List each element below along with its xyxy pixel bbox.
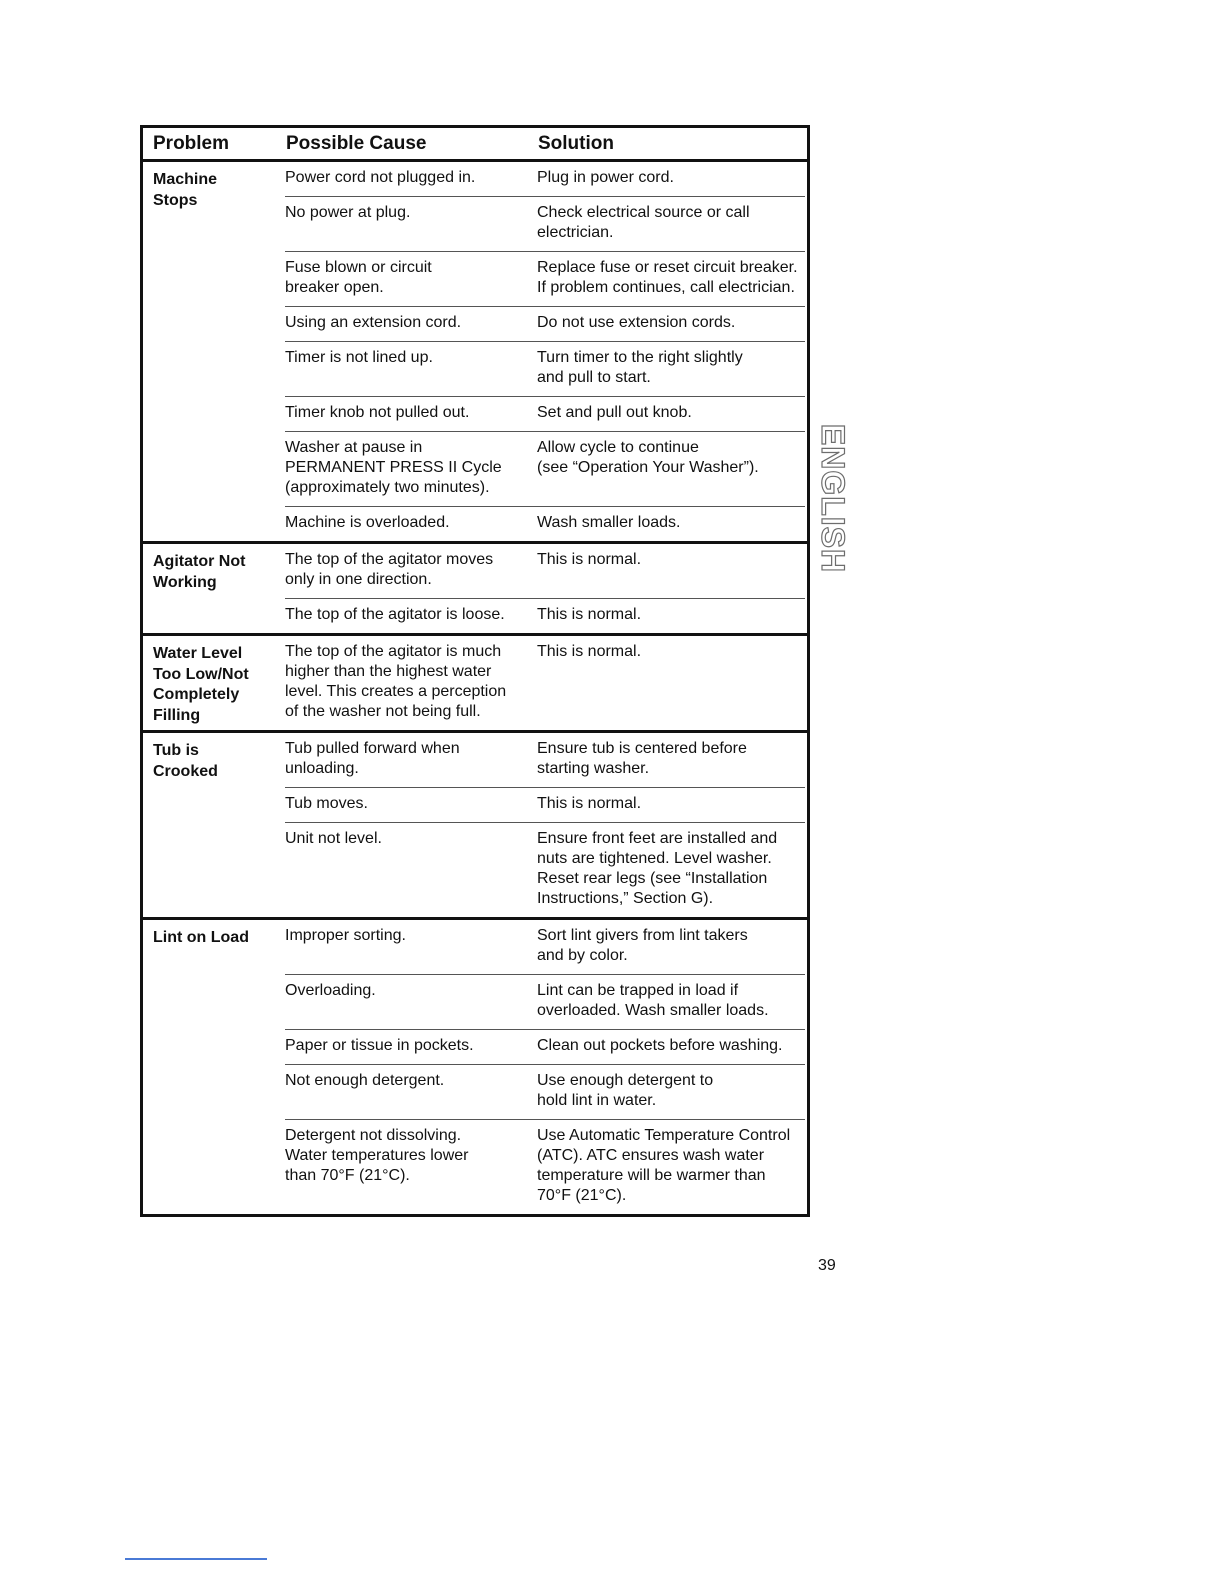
troubleshooting-table — [140, 125, 810, 1217]
solution-cell: This is normal. — [537, 551, 642, 568]
possible-cause-cell: The top of the agitator is loose. — [285, 606, 505, 623]
possible-cause-cell: Overloading. — [285, 982, 376, 999]
possible-cause-cell: Improper sorting. — [285, 927, 406, 944]
possible-cause-cell: Unit not level. — [285, 830, 382, 847]
solution-cell: Wash smaller loads. — [537, 514, 681, 531]
table-row — [285, 1064, 805, 1119]
problem-section — [143, 636, 807, 733]
possible-cause-cell: Using an extension cord. — [285, 314, 462, 331]
problem-section — [143, 920, 807, 1214]
solution-cell: Replace fuse or reset circuit breaker. If problem continues, call electrician. — [537, 259, 798, 296]
cause-solution-list — [285, 162, 805, 541]
table-body — [143, 162, 807, 1214]
problem-label: Lint on Load — [153, 929, 249, 946]
header-problem: Problem — [153, 133, 230, 154]
possible-cause-cell: No power at plug. — [285, 204, 411, 221]
table-row — [285, 1029, 805, 1064]
problem-label: Agitator Not Working — [153, 553, 246, 591]
header-possible-cause: Possible Cause — [286, 133, 427, 154]
table-row — [285, 544, 805, 598]
solution-cell: Use Automatic Temperature Control (ATC). ATC ensures wash water temperature will be warmer than 70°F (21°C). — [537, 1127, 791, 1204]
solution-cell: Ensure front feet are installed and nuts are tightened. Level washer. Reset rear legs (see “Installation Instructions,” Section G). — [537, 830, 778, 907]
table-row — [285, 251, 805, 306]
possible-cause-cell: Machine is overloaded. — [285, 514, 450, 531]
solution-cell: This is normal. — [537, 795, 642, 812]
cause-solution-list — [285, 544, 805, 633]
solution-cell: This is normal. — [537, 606, 642, 623]
page-number: 39 — [818, 1257, 836, 1274]
possible-cause-cell: The top of the agitator is much higher than the highest water level. This creates a perception of the washer not being full. — [285, 643, 507, 720]
possible-cause-cell: Timer knob not pulled out. — [285, 404, 470, 421]
problem-label: Tub is Crooked — [153, 742, 218, 780]
solution-cell: Turn timer to the right slightly and pull to start. — [537, 349, 743, 386]
table-row — [285, 431, 805, 506]
possible-cause-cell: Not enough detergent. — [285, 1072, 445, 1089]
header-solution: Solution — [538, 133, 614, 154]
cause-solution-list — [285, 920, 805, 1214]
cause-solution-list — [285, 733, 805, 917]
language-side-tab — [816, 408, 850, 588]
solution-cell: Ensure tub is centered before starting washer. — [537, 740, 747, 777]
side-tab-label: ENGLISH — [815, 423, 852, 573]
problem-section — [143, 162, 807, 544]
problem-section — [143, 544, 807, 636]
table-row — [285, 598, 805, 633]
table-row — [285, 733, 805, 787]
table-row — [285, 787, 805, 822]
table-row — [285, 196, 805, 251]
solution-cell: This is normal. — [537, 643, 642, 660]
solution-cell: Lint can be trapped in load if overloaded. Wash smaller loads. — [537, 982, 769, 1019]
possible-cause-cell: Fuse blown or circuit breaker open. — [285, 259, 432, 296]
problem-label: Machine Stops — [153, 171, 218, 209]
table-row — [285, 1119, 805, 1214]
table-row — [285, 974, 805, 1029]
possible-cause-cell: Paper or tissue in pockets. — [285, 1037, 474, 1054]
table-row — [285, 162, 805, 196]
possible-cause-cell: Washer at pause in PERMANENT PRESS II Cycle (approximately two minutes). — [285, 439, 502, 496]
table-row — [285, 506, 805, 541]
table-row — [285, 341, 805, 396]
solution-cell: Do not use extension cords. — [537, 314, 736, 331]
solution-cell: Sort lint givers from lint takers and by color. — [537, 927, 748, 964]
problem-label: Water Level Too Low/Not Completely Filling — [153, 645, 249, 724]
cause-solution-list — [285, 636, 805, 730]
solution-cell: Allow cycle to continue (see “Operation Your Washer”). — [537, 439, 759, 476]
solution-cell: Plug in power cord. — [537, 169, 674, 186]
possible-cause-cell: Power cord not plugged in. — [285, 169, 476, 186]
solution-cell: Check electrical source or call electrician. — [537, 204, 750, 241]
table-header — [143, 128, 807, 162]
problem-section — [143, 733, 807, 920]
table-row — [285, 920, 805, 974]
possible-cause-cell: Detergent not dissolving. Water temperatures lower than 70°F (21°C). — [285, 1127, 469, 1184]
solution-cell: Set and pull out knob. — [537, 404, 692, 421]
table-row — [285, 306, 805, 341]
possible-cause-cell: Timer is not lined up. — [285, 349, 433, 366]
table-row — [285, 396, 805, 431]
table-row — [285, 636, 805, 730]
table-row — [285, 822, 805, 917]
possible-cause-cell: Tub moves. — [285, 795, 368, 812]
solution-cell: Clean out pockets before washing. — [537, 1037, 783, 1054]
possible-cause-cell: The top of the agitator moves only in one direction. — [285, 551, 494, 588]
solution-cell: Use enough detergent to hold lint in water. — [537, 1072, 714, 1109]
possible-cause-cell: Tub pulled forward when unloading. — [285, 740, 460, 777]
footer-rule — [125, 1558, 267, 1560]
